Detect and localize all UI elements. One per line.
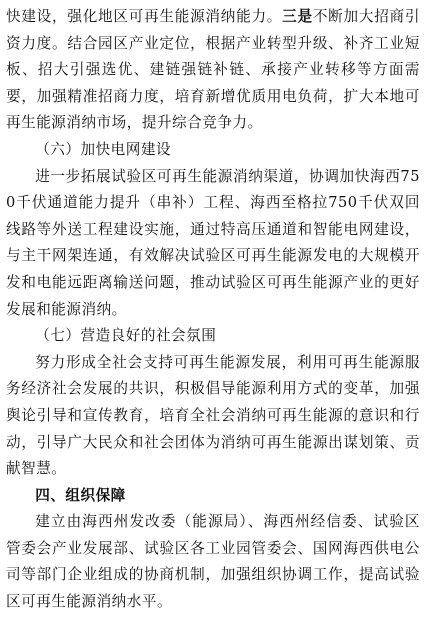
section-heading-organizational-guarantee: 四、组织保障 bbox=[35, 486, 126, 504]
paragraph-grid-construction: 进一步拓展试验区可再生能源消纳渠道，协调加快海西750千伏通道能力提升（串补）工程、海西至格拉750千伏双回线路等外送工程建设实施，通过特高压通道和智能电网建设，与主干网架连通，有效解决试验区可再生能源发电的大规模开发和电能远距离输送问题，推动试验区可再生能源产业的更好发展和能源消纳。 bbox=[6, 167, 420, 318]
paragraph-capacity-building bbox=[6, 4, 420, 137]
paragraph-text-part-a: 快建设，强化地区可再生能源消纳能力。 bbox=[6, 8, 283, 25]
paragraph-keyword-three: 三是 bbox=[282, 8, 313, 25]
section-heading-grid-construction: （六）加快电网建设 bbox=[35, 140, 172, 158]
paragraph-text-part-c: 不断加大招商引资力度。结合园区产业定位，根据产业转型升级、补齐工业短板、招大引强选优、建链强链补链、承接产业转移等方面需要，加强精准招商力度，培育新增优质用电负荷，扩大本地可再生能源消纳市场，提升综合竞争力。 bbox=[6, 8, 420, 132]
paragraph-social-atmosphere: 努力形成全社会支持可再生能源发展，利用可再生能源服务经济社会发展的共识，积极倡导能源利用方式的变革，加强舆论引导和宣传教育，培育全社会消纳可再生能源的意识和行动，引导广大民众和社会团体为消纳可再生能源出谋划策、贡献智慧。 bbox=[6, 353, 420, 478]
section-heading-social-atmosphere: （七）营造良好的社会氛围 bbox=[35, 327, 217, 345]
paragraph-organizational-guarantee: 建立由海西州发改委（能源局）、海西州经信委、试验区管委会产业发展部、试验区各工业园管委会、国网海西供电公司等部门企业组成的协商机制，加强组织协调工作，提高试验区可再生能源消纳水平。 bbox=[6, 513, 420, 611]
